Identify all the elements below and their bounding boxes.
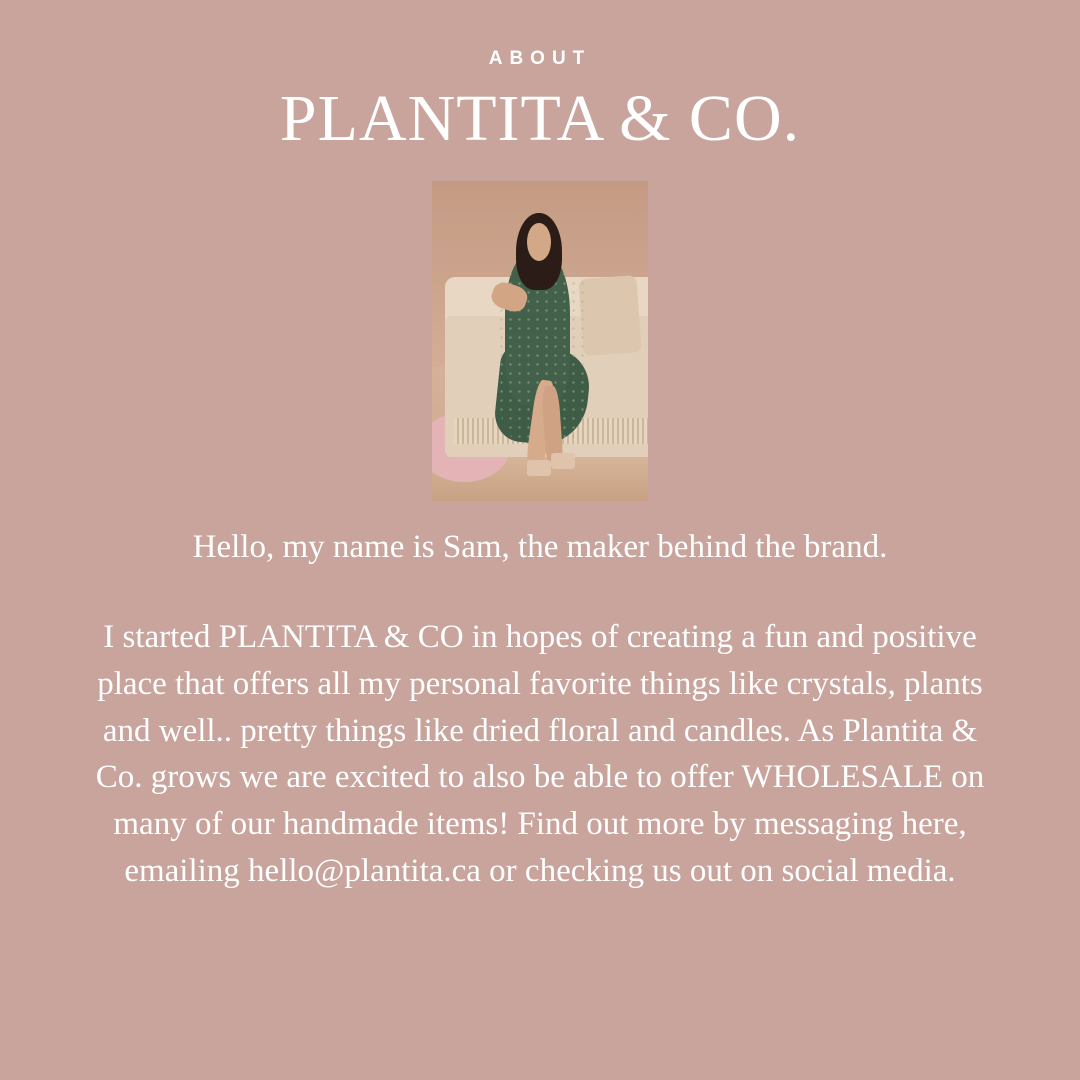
portrait-photo	[432, 181, 648, 501]
photo-cushion	[578, 275, 642, 356]
about-copy	[90, 525, 990, 895]
page-title: PLANTITA & CO.	[279, 82, 801, 155]
intro-line: Hello, my name is Sam, the maker behind the brand.	[192, 529, 888, 566]
about-paragraph: I started PLANTITA & CO in hopes of creating a fun and positive place that offers all my personal favorite things like crystals, plants and well.. pretty things like dried floral and candles. As Plantita & Co. grows we are excited to also be able to offer WHOLESALE on many of our handmade items! Find out more by messaging here, emailing hello@plantita.ca or checking us out on social media.	[95, 618, 985, 890]
eyebrow-label: ABOUT	[488, 48, 592, 69]
photo-shoe-right	[551, 453, 575, 469]
photo-shoe-left	[527, 460, 551, 476]
photo-face	[527, 223, 551, 261]
